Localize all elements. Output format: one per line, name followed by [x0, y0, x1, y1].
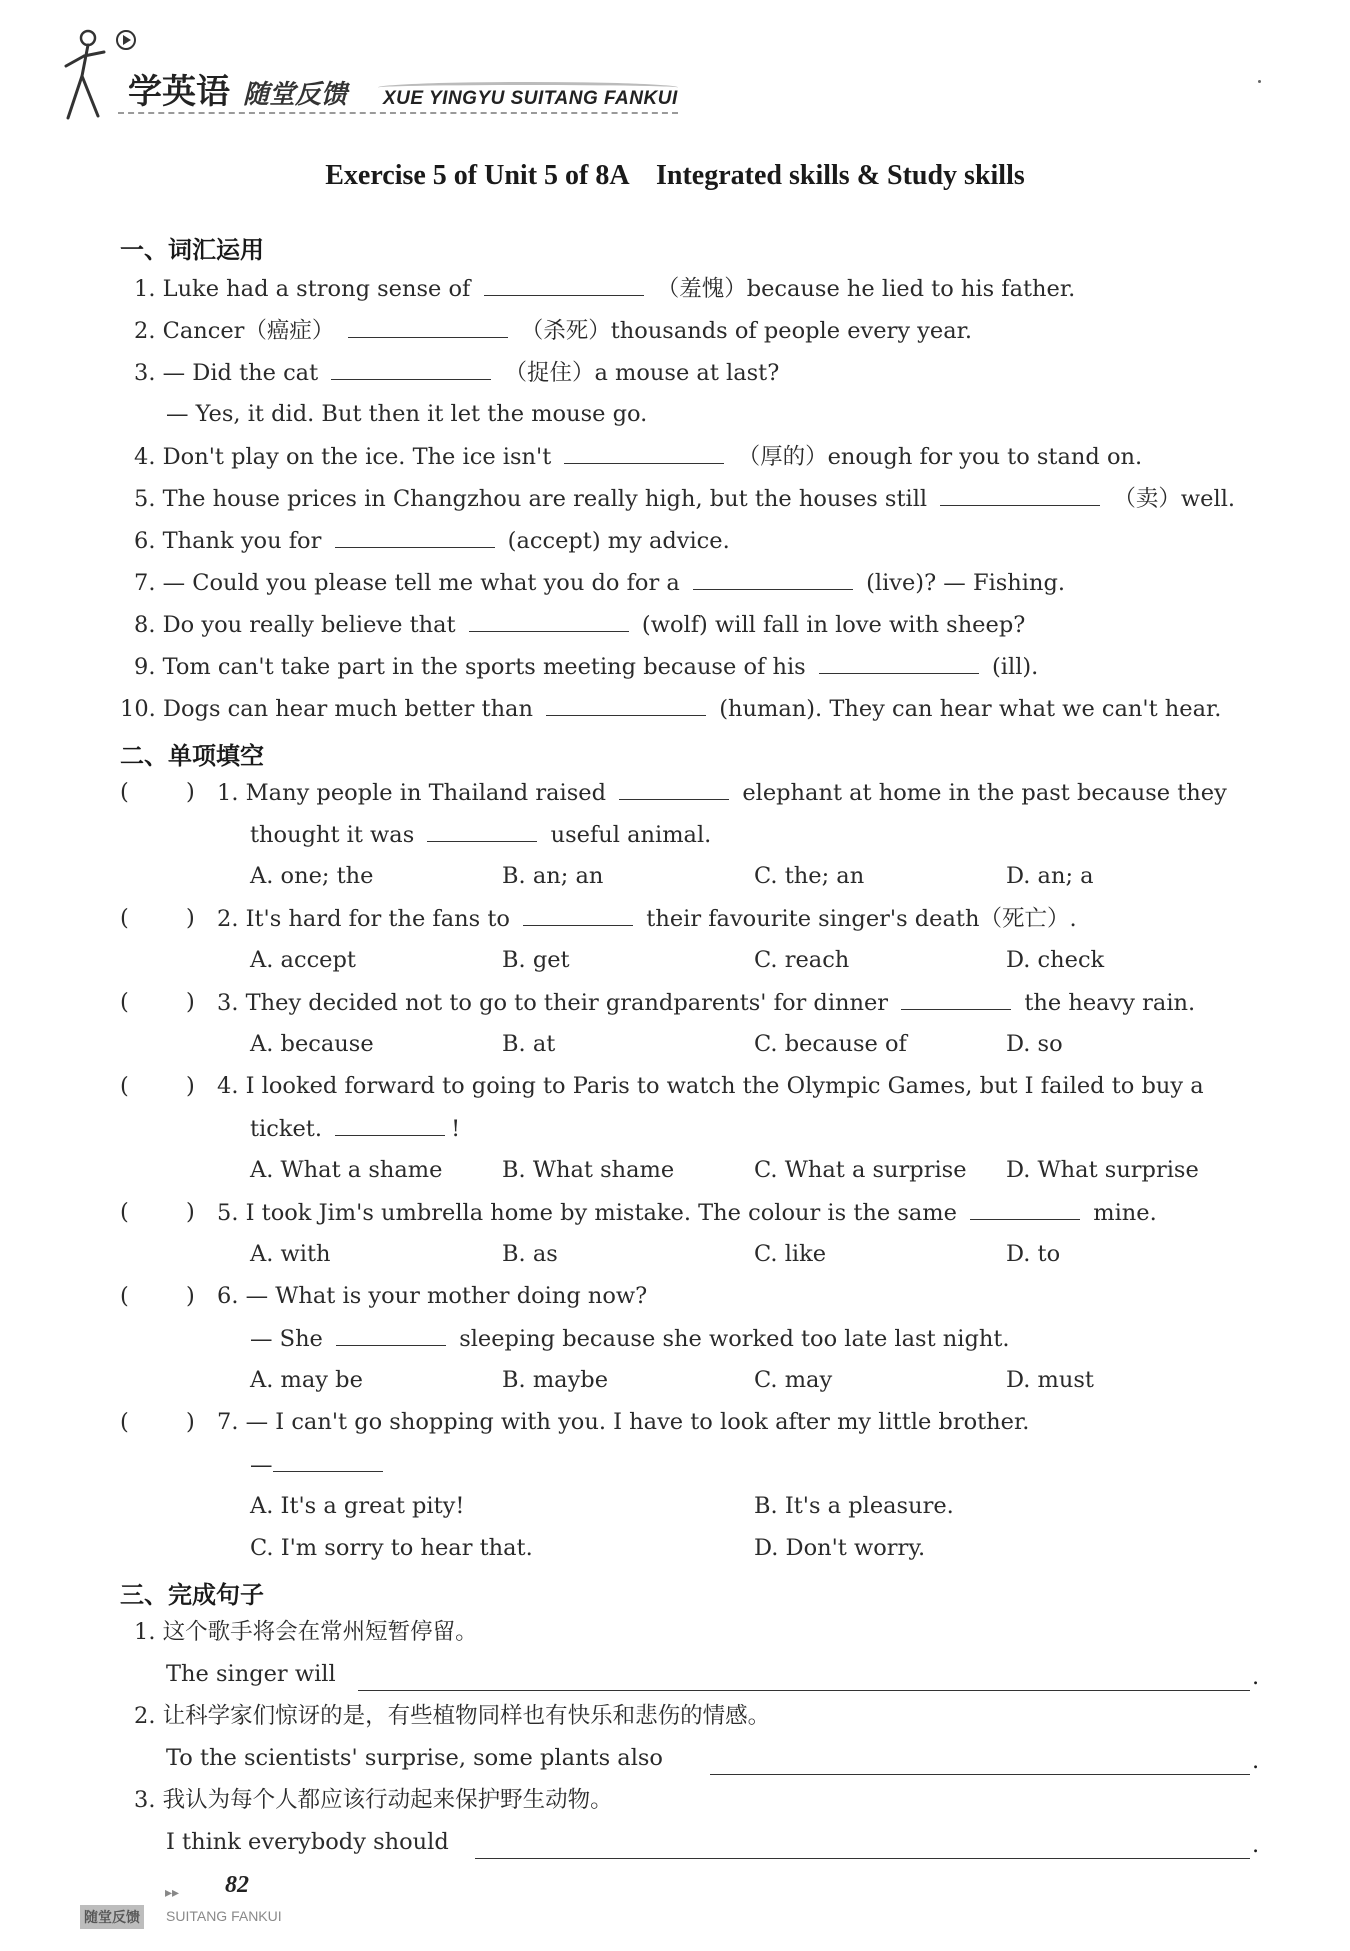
- answer-blank[interactable]: [564, 441, 724, 464]
- option-d[interactable]: D. an; a: [1006, 863, 1094, 889]
- item-hint: (ill).: [992, 654, 1039, 680]
- answer-line[interactable]: [710, 1774, 1250, 1775]
- choice-question-4-cont: [250, 1113, 460, 1144]
- option-c[interactable]: C. What a surprise: [754, 1157, 967, 1183]
- item-text: Do you really believe that: [162, 612, 456, 638]
- answer-blank[interactable]: [335, 525, 495, 548]
- option-d[interactable]: D. What surprise: [1006, 1157, 1199, 1183]
- choice-question-1-cont: [250, 819, 711, 850]
- option-a[interactable]: A. with: [250, 1241, 331, 1267]
- answer-blank[interactable]: [901, 987, 1011, 1010]
- vocab-item: [134, 609, 1025, 640]
- choice-question-3: [217, 987, 1195, 1018]
- item-text: Luke had a strong sense of: [162, 276, 471, 302]
- vocab-item: [134, 483, 1235, 514]
- question-text: elephant at home in the past because they: [742, 780, 1227, 806]
- question-number: 2.: [217, 906, 239, 932]
- vocab-item: [134, 651, 1038, 682]
- complete-item-cn: [134, 1701, 770, 1731]
- answer-blank[interactable]: [336, 1323, 446, 1346]
- option-a[interactable]: A. It's a great pity!: [250, 1493, 465, 1519]
- complete-item-en: To the scientists' surprise, some plants also: [166, 1745, 663, 1771]
- option-b[interactable]: B. It's a pleasure.: [754, 1493, 954, 1519]
- item-number: 10.: [120, 696, 156, 722]
- answer-blank[interactable]: [970, 1197, 1080, 1220]
- chinese-prompt: 这个歌手将会在常州短暂停留。: [162, 1619, 478, 1645]
- option-b[interactable]: B. get: [502, 947, 570, 973]
- header-subtitle: 随堂反馈: [243, 80, 348, 110]
- answer-blank[interactable]: [484, 273, 644, 296]
- answer-blank[interactable]: [273, 1449, 383, 1472]
- choice-question-6: [217, 1281, 647, 1311]
- page-title: Exercise 5 of Unit 5 of 8A Integrated skills & Study skills: [325, 160, 1025, 191]
- item-number: 2.: [134, 318, 156, 344]
- item-number: 1.: [134, 276, 156, 302]
- item-number: 3.: [134, 1787, 156, 1813]
- answer-paren[interactable]: ( ): [120, 989, 195, 1015]
- question-number: 5.: [217, 1200, 239, 1226]
- option-b[interactable]: B. What shame: [502, 1157, 675, 1183]
- chinese-prompt: 我认为每个人都应该行动起来保护野生动物。: [162, 1787, 613, 1813]
- question-number: 7.: [217, 1409, 239, 1435]
- item-number: 9.: [134, 654, 156, 680]
- option-b[interactable]: B. an; an: [502, 863, 604, 889]
- question-text: — What is your mother doing now?: [245, 1283, 648, 1309]
- complete-item-cn: [134, 1617, 478, 1647]
- choice-question-7: [217, 1407, 1029, 1437]
- item-number: 1.: [134, 1619, 156, 1645]
- item-hint: (live)? — Fishing.: [866, 570, 1066, 596]
- question-number: 4.: [217, 1073, 239, 1099]
- item-text: Don't play on the ice. The ice isn't: [162, 444, 552, 470]
- question-text: — She: [250, 1326, 323, 1352]
- header-title: 学英语: [128, 72, 230, 112]
- option-c[interactable]: C. because of: [754, 1031, 907, 1057]
- vocab-item: [134, 273, 1075, 304]
- section-heading-choice: 二、单项填空: [120, 742, 264, 770]
- option-a[interactable]: A. because: [250, 1031, 374, 1057]
- option-c[interactable]: C. may: [754, 1367, 833, 1393]
- option-a[interactable]: A. one; the: [250, 863, 374, 889]
- choice-question-2: [217, 903, 1077, 934]
- vocab-item: [134, 315, 972, 346]
- item-text: Dogs can hear much better than: [162, 696, 533, 722]
- choice-question-6-cont: [250, 1323, 1010, 1354]
- question-text: !: [451, 1116, 461, 1142]
- option-d[interactable]: D. so: [1006, 1031, 1063, 1057]
- item-hint: （羞愧）because he lied to his father.: [656, 276, 1076, 302]
- option-d[interactable]: D. Don't worry.: [754, 1535, 926, 1561]
- question-text: sleeping because she worked too late last night.: [459, 1326, 1010, 1352]
- vocab-item-reply: [166, 399, 647, 429]
- question-text: —: [250, 1452, 273, 1478]
- question-text: It's hard for the fans to: [245, 906, 510, 932]
- option-d[interactable]: D. must: [1006, 1367, 1094, 1393]
- answer-blank[interactable]: [335, 1113, 445, 1136]
- option-d[interactable]: D. check: [1006, 947, 1105, 973]
- answer-blank[interactable]: [940, 483, 1100, 506]
- option-c[interactable]: C. like: [754, 1241, 827, 1267]
- answer-paren[interactable]: ( ): [120, 1199, 195, 1225]
- item-hint: (human). They can hear what we can't hear.: [719, 696, 1222, 722]
- book-header: [58, 26, 678, 136]
- question-text: their favourite singer's death（死亡）.: [646, 906, 1077, 932]
- vocab-item: [120, 693, 1221, 724]
- choice-question-7-cont: [250, 1449, 389, 1480]
- period: .: [1252, 1748, 1260, 1774]
- choice-question-5: [217, 1197, 1157, 1228]
- question-text: ticket.: [250, 1116, 322, 1142]
- item-number: 3.: [134, 360, 156, 386]
- question-number: 1.: [217, 780, 239, 806]
- item-number: 8.: [134, 612, 156, 638]
- item-hint: （卖）well.: [1113, 486, 1236, 512]
- question-text: — I can't go shopping with you. I have to look after my little brother.: [245, 1409, 1030, 1435]
- question-text: mine.: [1093, 1200, 1157, 1226]
- question-number: 3.: [217, 990, 239, 1016]
- option-a[interactable]: A. What a shame: [250, 1157, 443, 1183]
- item-number: 4.: [134, 444, 156, 470]
- complete-item-cn: [134, 1785, 613, 1815]
- period: .: [1252, 1832, 1260, 1858]
- option-c[interactable]: C. I'm sorry to hear that.: [250, 1535, 533, 1561]
- question-text: I looked forward to going to Paris to watch the Olympic Games, but I failed to buy a: [245, 1073, 1204, 1099]
- option-b[interactable]: B. as: [502, 1241, 558, 1267]
- answer-blank[interactable]: [523, 903, 633, 926]
- item-text: Tom can't take part in the sports meeting because of his: [162, 654, 806, 680]
- option-b[interactable]: B. maybe: [502, 1367, 609, 1393]
- option-c[interactable]: C. the; an: [754, 863, 865, 889]
- answer-blank[interactable]: [427, 819, 537, 842]
- footer-badge: 随堂反馈: [80, 1905, 144, 1929]
- item-hint: (wolf) will fall in love with sheep?: [641, 612, 1026, 638]
- question-number: 6.: [217, 1283, 239, 1309]
- question-text: thought it was: [250, 822, 415, 848]
- footer-pinyin: SUITANG FANKUI: [166, 1908, 282, 1924]
- item-text: Thank you for: [162, 528, 322, 554]
- answer-blank[interactable]: [619, 777, 729, 800]
- complete-item-en: I think everybody should: [166, 1829, 449, 1855]
- option-a[interactable]: A. accept: [250, 947, 356, 973]
- complete-item-en: The singer will: [166, 1661, 336, 1687]
- answer-blank[interactable]: [469, 609, 629, 632]
- page-number: 82: [225, 1872, 249, 1898]
- vocab-item: [134, 357, 779, 388]
- option-a[interactable]: A. may be: [250, 1367, 363, 1393]
- chinese-prompt: 让科学家们惊讶的是，有些植物同样也有快乐和悲伤的情感。: [162, 1703, 771, 1729]
- decorative-dot: [1258, 80, 1261, 83]
- section-heading-vocab: 一、词汇运用: [120, 236, 264, 264]
- choice-question-4: [217, 1071, 1204, 1101]
- item-number: 7.: [134, 570, 156, 596]
- vocab-item: [134, 525, 730, 556]
- option-c[interactable]: C. reach: [754, 947, 850, 973]
- answer-paren[interactable]: ( ): [120, 779, 195, 805]
- item-text: — Did the cat: [162, 360, 319, 386]
- item-number: 6.: [134, 528, 156, 554]
- answer-paren[interactable]: ( ): [120, 1409, 195, 1435]
- question-text: Many people in Thailand raised: [245, 780, 606, 806]
- answer-paren[interactable]: ( ): [120, 1283, 195, 1309]
- option-b[interactable]: B. at: [502, 1031, 556, 1057]
- reader-figure-icon: [58, 26, 138, 126]
- answer-line[interactable]: [475, 1858, 1250, 1859]
- vocab-item: [134, 567, 1065, 598]
- option-d[interactable]: D. to: [1006, 1241, 1061, 1267]
- item-text: — Could you please tell me what you do for a: [162, 570, 680, 596]
- item-text: The house prices in Changzhou are really high, but the houses still: [162, 486, 928, 512]
- item-hint: （捉住）a mouse at last?: [504, 360, 780, 386]
- choice-question-1: [217, 777, 1227, 808]
- question-text: the heavy rain.: [1024, 990, 1196, 1016]
- question-text: useful animal.: [550, 822, 712, 848]
- item-text: — Yes, it did. But then it let the mouse go.: [166, 401, 648, 427]
- item-number: 5.: [134, 486, 156, 512]
- answer-blank[interactable]: [331, 357, 491, 380]
- section-heading-complete: 三、完成句子: [120, 1581, 264, 1609]
- header-pinyin: XUE YINGYU SUITANG FANKUI: [383, 88, 678, 109]
- item-hint: (accept) my advice.: [507, 528, 730, 554]
- item-text: Cancer（癌症）: [162, 318, 335, 344]
- footer-arrow-icon: ▸▸: [165, 1885, 180, 1901]
- question-text: They decided not to go to their grandparents' for dinner: [245, 990, 889, 1016]
- answer-blank[interactable]: [546, 693, 706, 716]
- answer-paren[interactable]: ( ): [120, 1073, 195, 1099]
- answer-line[interactable]: [358, 1690, 1250, 1691]
- question-text: I took Jim's umbrella home by mistake. The colour is the same: [245, 1200, 957, 1226]
- item-hint: （杀死）thousands of people every year.: [520, 318, 973, 344]
- answer-blank[interactable]: [819, 651, 979, 674]
- answer-blank[interactable]: [348, 315, 508, 338]
- answer-blank[interactable]: [693, 567, 853, 590]
- vocab-item: [134, 441, 1142, 472]
- answer-paren[interactable]: ( ): [120, 905, 195, 931]
- period: .: [1252, 1664, 1260, 1690]
- item-number: 2.: [134, 1703, 156, 1729]
- item-hint: （厚的）enough for you to stand on.: [737, 444, 1143, 470]
- header-divider: [118, 112, 678, 114]
